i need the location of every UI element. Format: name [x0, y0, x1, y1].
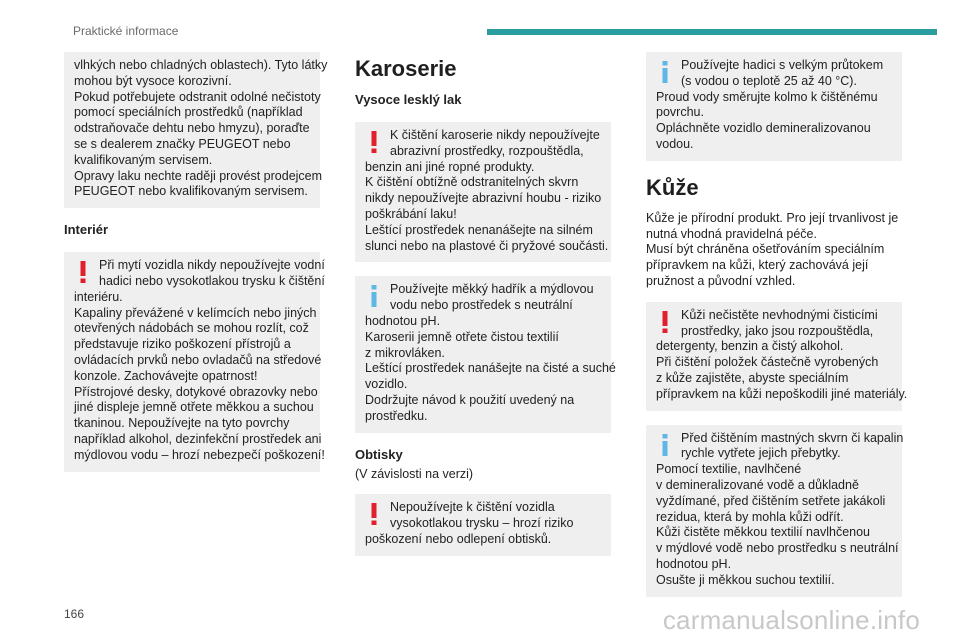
text-line: kvalifikovaným servisem.: [74, 152, 213, 167]
leather-intro: [646, 211, 902, 290]
text-line: poškození nebo odlepení obtisků.: [365, 531, 552, 546]
text-line: jiné displeje jemně otřete měkkou a suchou: [74, 400, 314, 415]
text-line: z kůže zajistěte, abyste speciálním: [656, 370, 849, 385]
text-line: nikdy nepoužívejte abrazivní houbu - riziko: [365, 191, 602, 206]
column-1: [64, 52, 328, 486]
text-line: Přístrojové desky, dotykové obrazovky nebo: [74, 384, 318, 399]
text-line: nutná vhodná pravidelná péče.: [646, 226, 817, 241]
leather-warning-box: [646, 302, 908, 411]
text-line: představuje riziko poškození přístrojů a: [74, 337, 291, 352]
text-line: Dodržujte návod k použití uvedený na: [365, 392, 575, 407]
text-line: povrchu.: [656, 105, 704, 120]
column-3: [646, 52, 908, 611]
text-line: v demineralizované vodě a důkladně: [656, 477, 859, 492]
text-line: Proud vody směrujte kolmo k čištěnému: [656, 89, 878, 104]
text-line: Pokud potřebujete odstranit odolné nečistoty: [74, 89, 321, 104]
text-line: odstraňovače dehtu nebo hmyzu), poraďte: [74, 121, 310, 136]
interior-warning-text: [74, 289, 325, 464]
warning-exclamation-icon: [366, 130, 381, 154]
text-line: vodu nebo prostředek s neutrální: [390, 298, 573, 313]
text-line: Musí být chráněna ošetřováním speciálním: [646, 242, 885, 257]
text-line: otevřených nádobách se mohou rozlít, což: [74, 321, 309, 336]
text-line: abrazivní prostředky, rozpouštědla,: [390, 143, 584, 158]
text-line: například alkohol, dezinfekční prostředek ani: [74, 431, 322, 446]
text-line: slunci nebo na plastové či pryžové součásti.: [365, 238, 609, 253]
text-line: Používejte měkký hadřík a mýdlovou: [390, 282, 594, 297]
text-line: prostředku.: [365, 408, 428, 423]
text-line: přípravkem na kůži nepoškodili jiné materiály.: [656, 386, 908, 401]
text-line: Kůže je přírodní produkt. Pro její trvanlivost je: [646, 210, 899, 225]
section-title-karoserie: Karoserie: [355, 56, 457, 81]
info-i-icon: [366, 284, 381, 308]
column-2: [355, 52, 616, 570]
text-line: přípravkem na kůži, který zachovává její: [646, 258, 869, 273]
text-line: prostředky, jako jsou rozpouštědla,: [681, 323, 874, 338]
text-line: Pomocí textilie, navlhčené: [656, 462, 802, 477]
watermark: carmanualsonline.info: [662, 605, 920, 635]
text-line: PEUGEOT nebo kvalifikovaným servisem.: [74, 184, 308, 199]
glossy-warning-box: [355, 122, 611, 262]
text-line: mohou být vysoce korozivní.: [74, 73, 232, 88]
info-i-icon: [657, 433, 672, 457]
glossy-paint-heading: Vysoce lesklý lak: [355, 92, 462, 107]
text-line: Karoserii jemně otřete čistou textilií: [365, 329, 559, 344]
text-line: vysokotlakou trysku – hrozí riziko: [390, 516, 574, 531]
text-line: Nepoužívejte k čištění vozidla: [390, 500, 555, 515]
text-line: Při mytí vozidla nikdy nepoužívejte vodní: [99, 258, 325, 273]
text-line: hodnotou pH.: [365, 313, 441, 328]
text-line: vozidlo.: [365, 377, 408, 392]
continued-note-box: [64, 52, 328, 208]
text-line: Kapaliny převážené v kelímcích nebo jiných: [74, 305, 317, 320]
warning-exclamation-icon: [75, 260, 90, 284]
text-line: Osušte ji měkkou suchou textilií.: [656, 572, 835, 587]
text-line: hadici nebo vysokotlakou trysku k čištění: [99, 273, 325, 288]
stickers-heading: Obtisky: [355, 446, 403, 462]
text-line: (s vodou o teplotě 25 až 40 °C).: [681, 73, 857, 88]
interior-heading: Interiér: [64, 222, 109, 238]
text-line: pomocí speciálních prostředků (například: [74, 105, 303, 120]
header-title: Praktické informace: [73, 24, 179, 38]
text-line: vodou.: [656, 136, 694, 151]
text-line: Leštící prostředek nanášejte na čisté a suché: [365, 361, 616, 376]
continued-note-text: [74, 58, 328, 200]
glossy-info-box: [355, 276, 616, 432]
text-line: vyždímané, před čištěním setřete jakákoli: [656, 493, 886, 508]
text-line: detergenty, benzin a čistý alkohol.: [656, 339, 844, 354]
text-line: K čištění obtížně odstranitelných skvrn: [365, 175, 579, 190]
text-line: Před čištěním mastných skvrn či kapalin: [681, 430, 904, 445]
text-line: Leštící prostředek nenanášejte na silném: [365, 222, 593, 237]
warning-exclamation-icon: [657, 310, 672, 334]
text-line: Používejte hadici s velkým průtokem: [681, 58, 884, 72]
text-line: konzole. Zachovávejte opatrnost!: [74, 368, 258, 383]
stickers-warning-box: [355, 494, 611, 555]
header-accent-bar: [487, 29, 937, 35]
section-title-kuze: Kůže: [646, 174, 699, 200]
page-number: 166: [64, 607, 85, 621]
interior-warning-box: [64, 252, 325, 471]
text-line: mýdlovou vodu – hrozí nebezpečí poškození!: [74, 447, 325, 462]
hose-info-box: [646, 52, 902, 161]
text-line: v mýdlové vodě nebo prostředku s neutrální: [656, 541, 899, 556]
text-line: Kůži čistěte měkkou textilií navlhčenou: [656, 525, 870, 540]
text-line: z mikrovláken.: [365, 345, 445, 360]
text-line: poškrábání laku!: [365, 206, 457, 221]
text-line: interiéru.: [74, 289, 123, 304]
text-line: Opláchněte vozidlo demineralizovanou: [656, 121, 871, 136]
warning-exclamation-icon: [366, 502, 381, 526]
text-line: ovládacích prvků nebo ovladačů na středové: [74, 352, 322, 367]
leather-info-box: [646, 425, 902, 597]
text-line: rezidua, která by mohla kůži odřít.: [656, 509, 844, 524]
text-line: Opravy laku nechte raději provést prodejcem: [74, 168, 323, 183]
stickers-version-note: (V závislosti na verzi): [355, 466, 474, 481]
interior-warning-lead: [74, 258, 325, 290]
text-line: benzin ani jiné ropné produkty.: [365, 159, 535, 174]
text-line: tkaninou. Nepoužívejte na tyto povrchy: [74, 416, 290, 431]
text-line: rychle vytřete jejich přebytky.: [681, 446, 841, 461]
text-line: Při čištění položek částečně vyrobených: [656, 355, 879, 370]
text-line: Kůži nečistěte nevhodnými čisticími: [681, 307, 878, 322]
text-line: hodnotou pH.: [656, 556, 732, 571]
text-line: K čištění karoserie nikdy nepoužívejte: [390, 128, 600, 142]
text-line: vlhkých nebo chladných oblastech). Tyto látky: [74, 58, 328, 72]
text-line: pružnost a původní vzhled.: [646, 273, 796, 288]
text-line: se s dealerem značky PEUGEOT nebo: [74, 136, 291, 151]
info-i-icon: [657, 60, 672, 84]
